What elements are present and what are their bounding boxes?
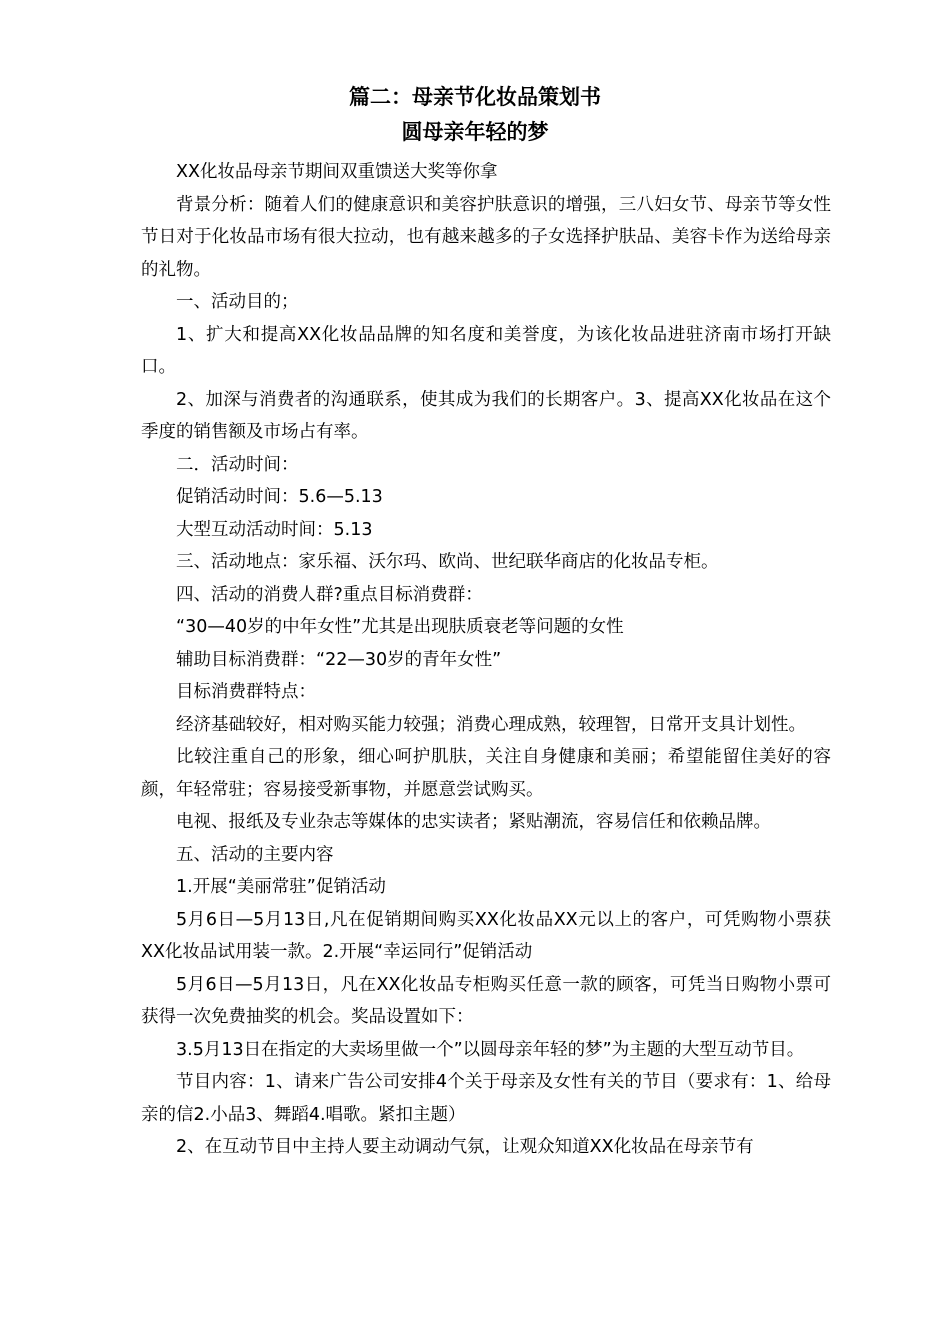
paragraph-goal-2-3: 2、加深与消费者的沟通联系，使其成为我们的长期客户。3、提高XX化妆品在这个季度的销售额及市场占有率。 xyxy=(141,389,831,442)
section-heading-content: 五、活动的主要内容 xyxy=(176,844,334,865)
paragraph-host-guidance: 2、在互动节目中主持人要主动调动气氛，让观众知道XX化妆品在母亲节有 xyxy=(176,1137,754,1157)
document-subtitle: 圆母亲年轻的梦 xyxy=(401,119,549,144)
paragraph-audience-traits-heading: 目标消费群特点： xyxy=(176,682,316,702)
document-body xyxy=(141,156,831,1164)
section-heading-goals: 一、活动目的； xyxy=(176,292,299,312)
paragraph-activity-1-heading: 1.开展“美丽常驻”促销活动 xyxy=(176,877,386,897)
paragraph-event-time: 大型互动活动时间：5.13 xyxy=(176,519,373,540)
paragraph-goal-1: 1、扩大和提高XX化妆品品牌的知名度和美誉度，为该化妆品进驻济南市场打开缺口。 xyxy=(141,324,831,377)
paragraph-trait-2: 比较注重自己的形象，细心呵护肌肤，关注自身健康和美丽；希望能留住美好的容颜，年轻常驻；容易接受新事物，并愿意尝试购买。 xyxy=(141,747,831,800)
section-heading-location: 三、活动地点：家乐福、沃尔玛、欧尚、世纪联华商店的化妆品专柜。 xyxy=(176,552,719,572)
paragraph-secondary-audience: 辅助目标消费群：“22—30岁的青年女性” xyxy=(176,649,502,670)
paragraph-slogan: XX化妆品母亲节期间双重馈送大奖等你拿 xyxy=(176,162,498,182)
paragraph-background: 背景分析：随着人们的健康意识和美容护肤意识的增强，三八妇女节、母亲节等女性节日对于化妆品市场有很大拉动，也有越来越多的子女选择护肤品、美容卡作为送给母亲的礼物。 xyxy=(141,194,831,280)
paragraph-primary-audience: “30—40岁的中年女性”尤其是出现肤质衰老等问题的女性 xyxy=(176,617,624,637)
paragraph-trait-1: 经济基础较好，相对购买能力较强；消费心理成熟，较理智，日常开支具计划性。 xyxy=(176,714,806,735)
paragraph-program-content: 节目内容：1、请来广告公司安排4个关于母亲及女性有关的节目（要求有：1、给母亲的信2.小品3、舞蹈4.唱歌。紧扣主题） xyxy=(141,1072,831,1125)
paragraph-promo-time: 促销活动时间：5.6—5.13 xyxy=(176,487,383,507)
section-heading-time: 二．活动时间： xyxy=(176,454,299,475)
paragraph-activity-3: 3.5月13日在指定的大卖场里做一个”以圆母亲年轻的梦”为主题的大型互动节目。 xyxy=(176,1039,805,1060)
paragraph-activity-1-detail: 5月6日—5月13日,凡在促销期间购买XX化妆品XX元以上的客户，可凭购物小票获XX化妆品试用装一款。2.开展“幸运同行”促销活动 xyxy=(141,909,831,962)
document-title: 篇二：母亲节化妆品策划书 xyxy=(349,84,601,109)
paragraph-trait-3: 电视、报纸及专业杂志等媒体的忠实读者；紧贴潮流，容易信任和依赖品牌。 xyxy=(176,812,771,832)
paragraph-activity-2-detail: 5月6日—5月13日，凡在XX化妆品专柜购买任意一款的顾客，可凭当日购物小票可获得一次免费抽奖的机会。奖品设置如下： xyxy=(141,974,831,1027)
section-heading-audience: 四、活动的消费人群?重点目标消费群： xyxy=(176,584,483,605)
